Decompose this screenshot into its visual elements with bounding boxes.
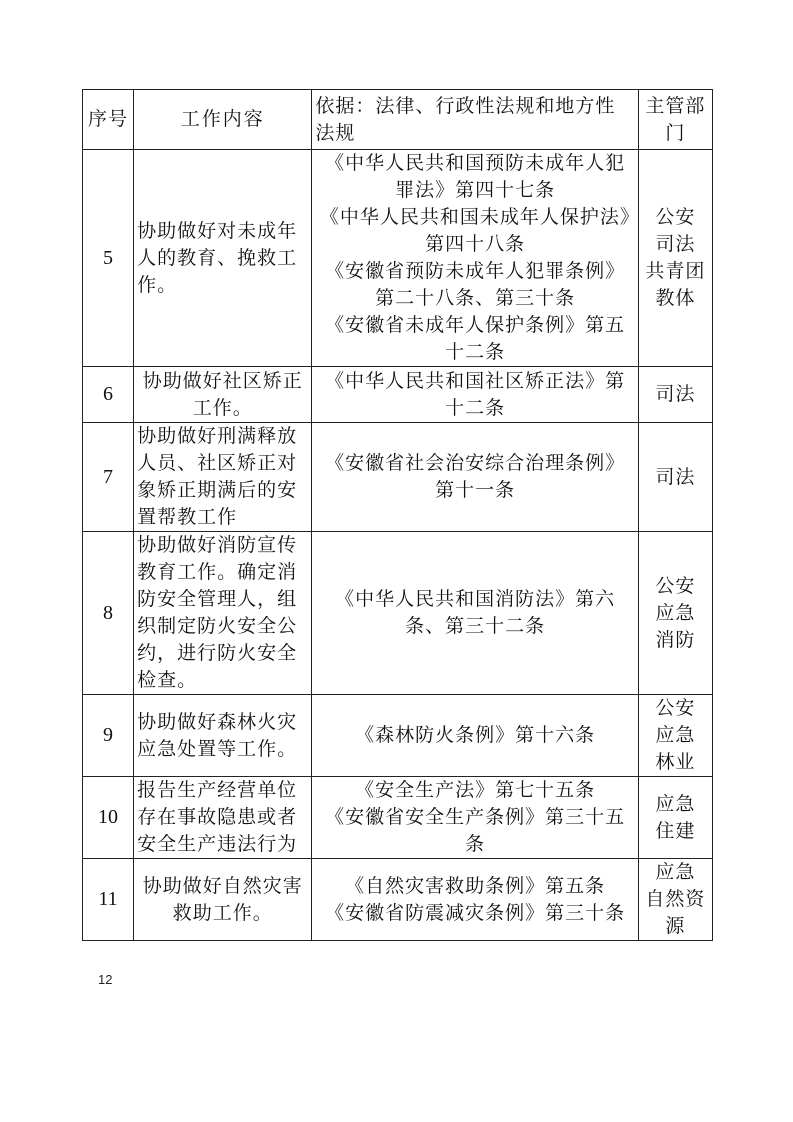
legal-basis-line: 《中华人民共和国预防未成年人犯罪法》第四十七条 [325,152,626,201]
legal-basis [312,150,639,367]
department [638,777,712,859]
department-line: 公安 [655,697,696,719]
legal-basis-line: 《自然灾害救助条例》第五条 [345,874,606,897]
department-line: 林业 [655,751,696,773]
work-content: 协助做好森林火灾应急处置等工作。 [134,695,312,777]
row-number: 7 [83,423,134,532]
table-row [83,532,713,695]
legal-basis-line: 《中华人民共和国消防法》第六条、第三十二条 [335,588,616,637]
legal-basis [312,367,639,423]
department-line: 司法 [655,383,696,405]
legal-basis [312,777,639,859]
legal-basis-line: 《中华人民共和国社区矫正法》第十二条 [325,369,626,419]
table-header-row [83,90,713,150]
legal-basis-line: 《森林防火条例》第十六条 [355,724,596,746]
legal-basis [312,695,639,777]
work-content: 报告生产经营单位存在事故隐患或者安全生产违法行为 [134,777,312,859]
table-row [83,777,713,859]
header-department: 主管部门 [638,90,712,150]
legal-basis-line: 《中华人民共和国未成年人保护法》第四十八条 [319,206,631,255]
table-row [83,695,713,777]
work-content: 协助做好消防宣传教育工作。确定消防安全管理人，组织制定防火安全公约，进行防火安全检查。 [134,532,312,695]
legal-basis-line: 《安徽省安全生产条例》第三十五条 [325,806,626,855]
legal-basis-line: 《安徽省预防未成年人犯罪条例》第二十八条、第三十条 [325,260,626,309]
department-line: 司法 [655,465,696,488]
department-line: 住建 [655,819,696,842]
row-number: 10 [83,777,134,859]
department-line: 自然资源 [645,888,706,937]
table-row [83,423,713,532]
work-content: 协助做好刑满释放人员、社区矫正对象矫正期满后的安置帮教工作 [134,423,312,532]
legal-basis-line: 《安徽省社会治安综合治理条例》第十一条 [325,452,626,501]
department [638,859,712,941]
legal-basis-line: 《安徽省未成年人保护条例》第五十二条 [325,314,626,363]
table-row [83,859,713,941]
header-no: 序号 [83,90,134,150]
row-number: 5 [83,150,134,367]
row-number: 8 [83,532,134,695]
department [638,695,712,777]
department-line: 司法 [655,233,696,255]
department-line: 教体 [655,287,696,309]
department-line: 应急 [655,601,696,624]
header-legal-basis: 依据：法律、行政性法规和地方性法规 [312,90,639,150]
work-content: 协助做好自然灾害救助工作。 [134,859,312,941]
legal-basis [312,859,639,941]
row-number: 11 [83,859,134,941]
legal-basis [312,423,639,532]
work-content: 协助做好社区矫正工作。 [134,367,312,423]
work-content: 协助做好对未成年人的教育、挽救工作。 [134,150,312,367]
legal-basis-line: 《安徽省防震减灾条例》第三十条 [325,901,626,924]
department [638,532,712,695]
table-row [83,150,713,367]
page-number: 12 [98,972,113,987]
header-work-content: 工作内容 [134,90,312,150]
row-number: 9 [83,695,134,777]
department-line: 公安 [655,574,696,597]
row-number: 6 [83,367,134,423]
department [638,423,712,532]
legal-basis-line: 《安全生产法》第七十五条 [355,779,596,801]
regulation-table [82,89,713,941]
department-line: 公安 [655,206,696,228]
department-line: 消防 [655,628,696,651]
department [638,150,712,367]
department-line: 应急 [655,724,696,746]
department-line: 应急 [655,861,696,883]
department-line: 共青团 [645,260,706,282]
legal-basis [312,532,639,695]
department-line: 应急 [655,792,696,815]
department [638,367,712,423]
table-row [83,367,713,423]
